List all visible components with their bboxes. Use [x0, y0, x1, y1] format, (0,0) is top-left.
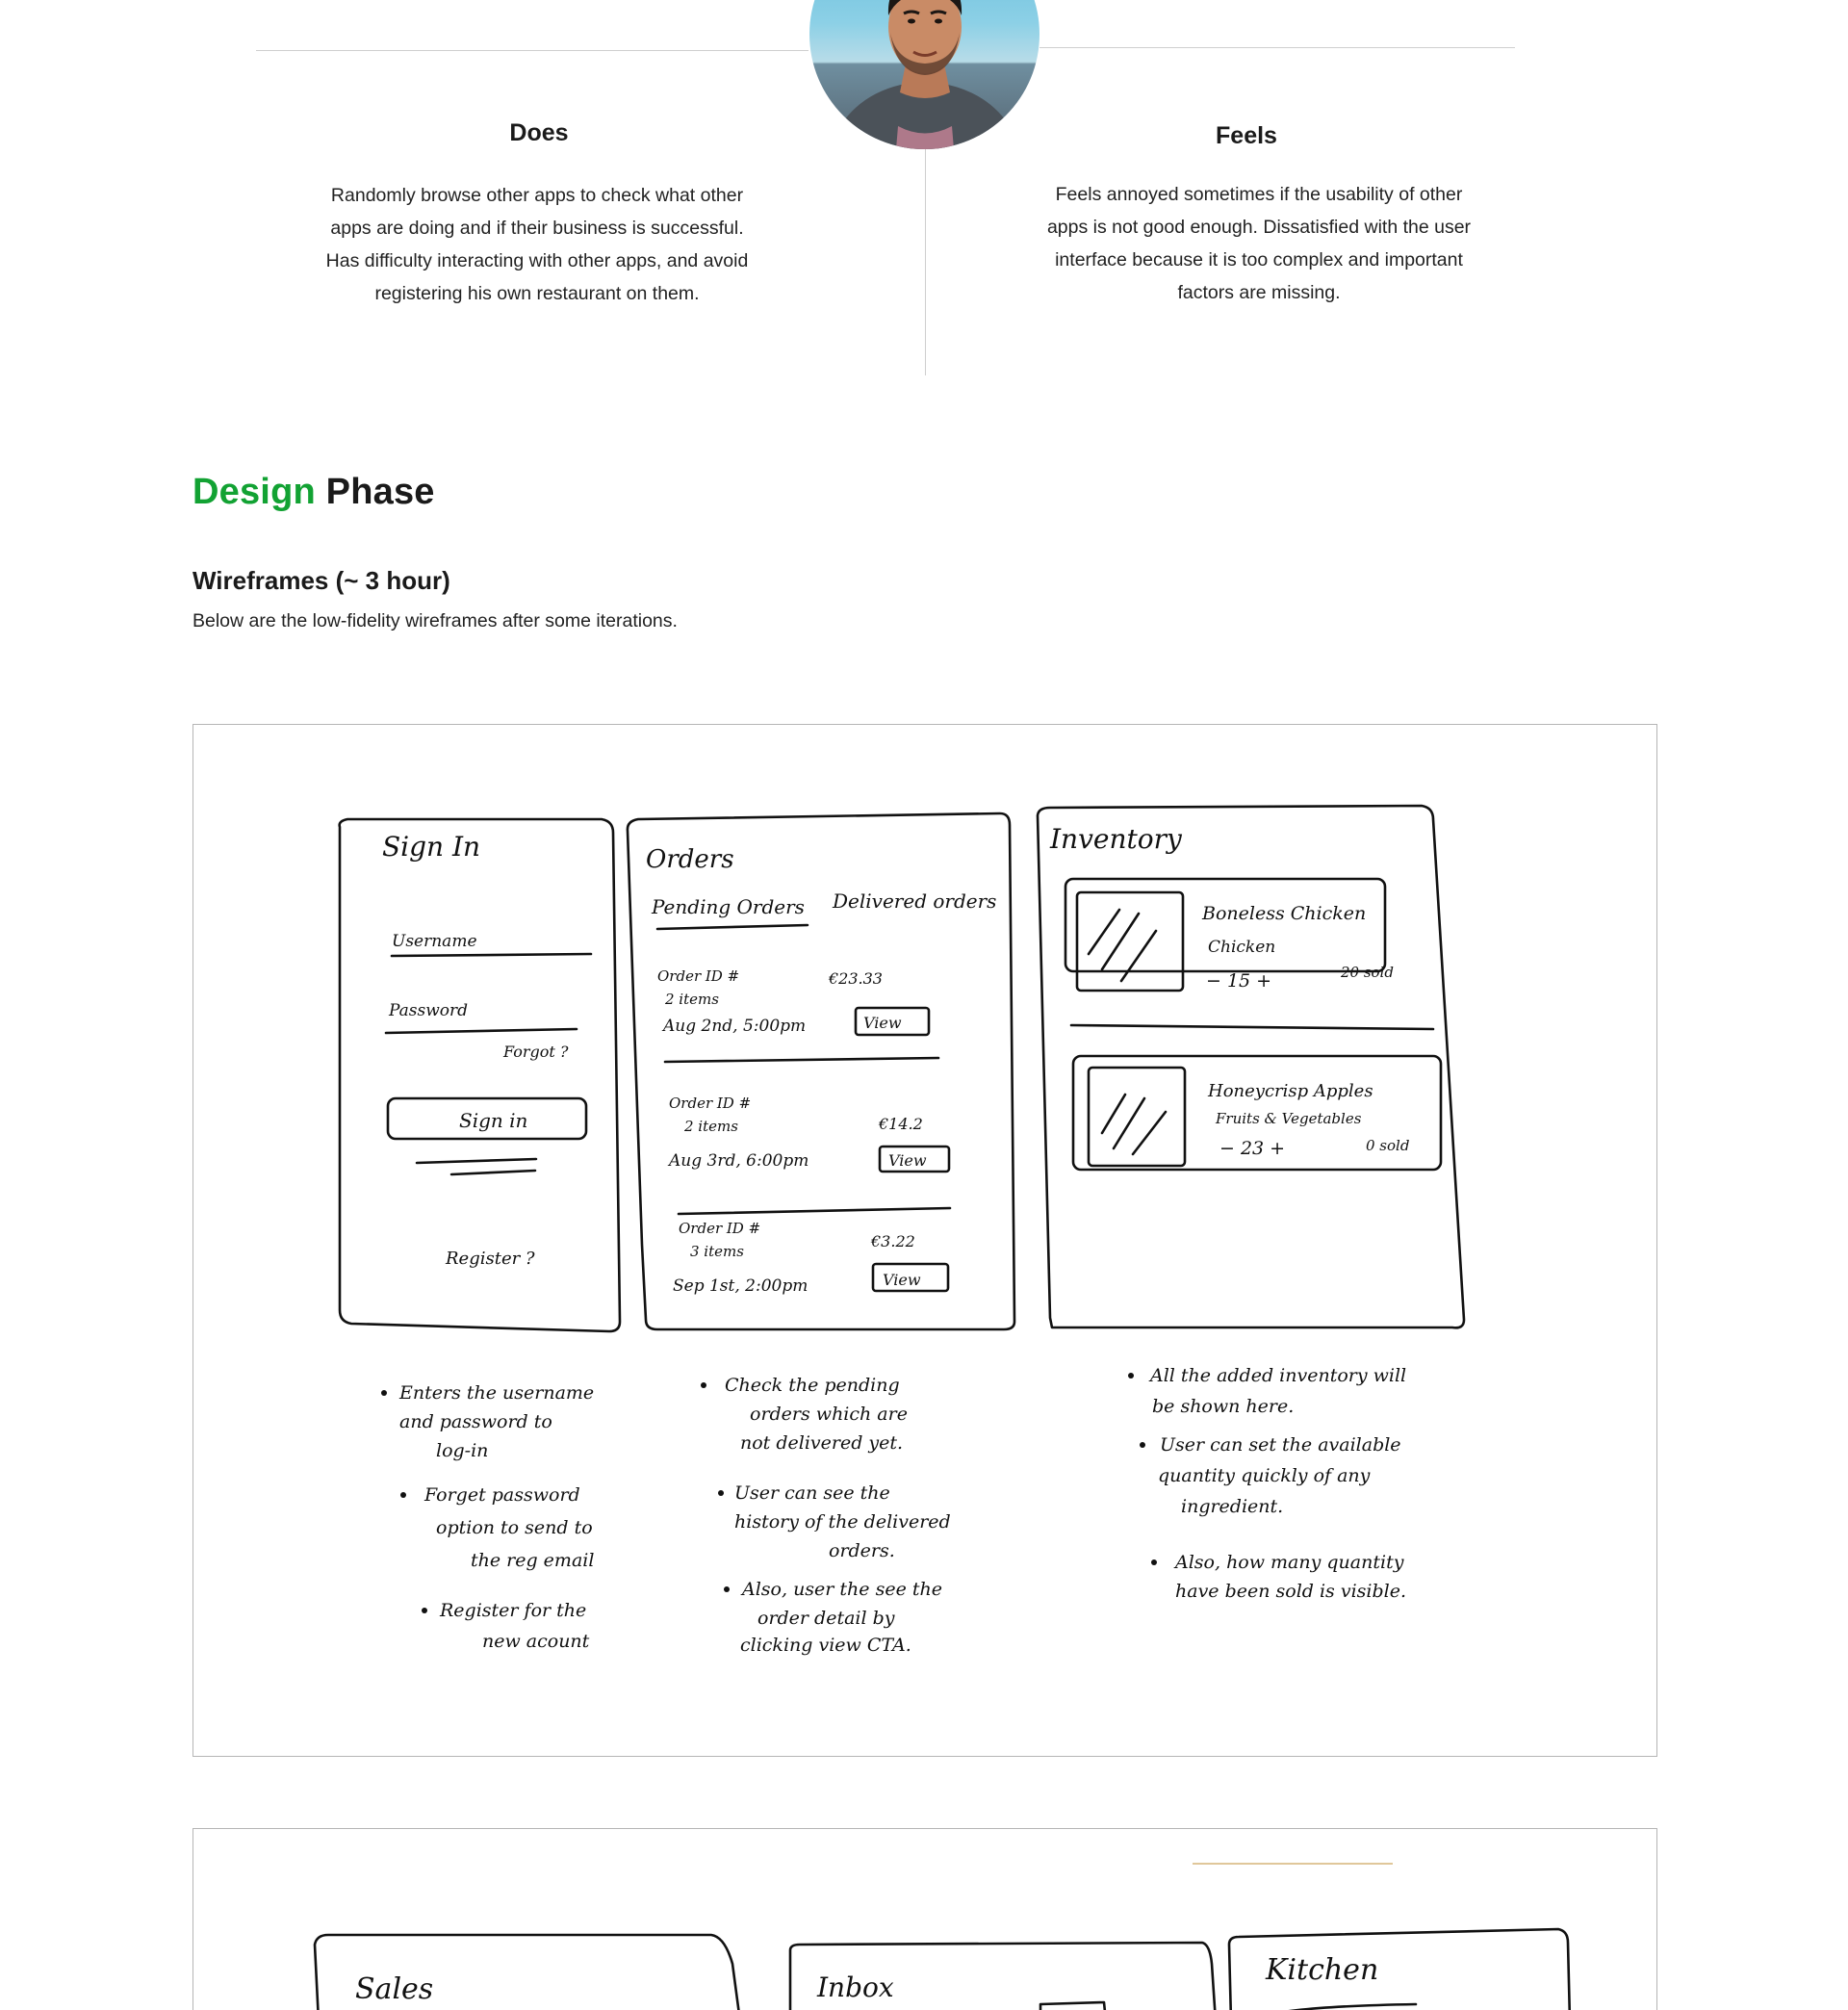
- feels-title: Feels: [1216, 122, 1277, 149]
- does-line: Has difficulty interacting with other apps, and avoid: [325, 250, 749, 271]
- signin-forgot-link: Forgot ?: [503, 1043, 569, 1061]
- order-id-2: Order ID #: [669, 1095, 752, 1112]
- note-bullet: [701, 1382, 706, 1388]
- inbox-title: Inbox: [817, 1971, 894, 2003]
- order-view-button-2: View: [888, 1151, 927, 1170]
- does-title: Does: [509, 119, 569, 146]
- orders-note-2-line-3: orders.: [829, 1540, 895, 1561]
- inventory-stepper-1: − 15 +: [1206, 970, 1272, 992]
- persona-avatar: [809, 0, 1040, 149]
- order-price-3: €3.22: [871, 1232, 915, 1250]
- inventory-note-2-line-2: quantity quickly of any: [1158, 1465, 1371, 1486]
- feels-line: factors are missing.: [1177, 282, 1341, 303]
- orders-title: Orders: [646, 845, 734, 874]
- inventory-note-2-line-3: ingredient.: [1181, 1496, 1284, 1517]
- persona-photo: [809, 0, 1040, 149]
- wireframe-image-1: [192, 724, 1657, 1757]
- inventory-sold-2: 0 sold: [1366, 1137, 1410, 1154]
- note-bullet: [1128, 1373, 1134, 1379]
- orders-note-3-line-1: Also, user the see the: [742, 1579, 942, 1600]
- does-line: registering his own restaurant on them.: [374, 283, 700, 304]
- signin-username-label: Username: [392, 932, 477, 951]
- order-view-button-3: View: [883, 1271, 921, 1289]
- orders-note-3-line-2: order detail by: [757, 1608, 895, 1629]
- inventory-item-category-2: Fruits & Vegetables: [1216, 1110, 1362, 1127]
- order-date-3: Sep 1st, 2:00pm: [673, 1276, 808, 1296]
- note-bullet: [724, 1586, 730, 1592]
- note-bullet: [1140, 1442, 1145, 1448]
- note-bullet: [381, 1390, 387, 1396]
- inventory-item-name-1: Boneless Chicken: [1202, 903, 1367, 924]
- wireframe-sketch-2: [193, 1829, 1657, 2010]
- order-price-1: €23.33: [829, 969, 883, 988]
- orders-note-2-line-2: history of the delivered: [734, 1511, 951, 1533]
- order-price-2: €14.2: [879, 1115, 923, 1133]
- orders-note-1-line-2: orders which are: [750, 1404, 908, 1425]
- section-title: [192, 472, 435, 513]
- divider-right: [1040, 47, 1515, 48]
- inventory-stepper-2: − 23 +: [1219, 1138, 1286, 1159]
- inventory-note-2-line-1: User can set the available: [1160, 1434, 1401, 1456]
- note-bullet: [1151, 1559, 1157, 1565]
- signin-note-2-line-1: Forget password: [424, 1484, 580, 1506]
- section-title-rest: Phase: [315, 472, 435, 512]
- wireframes-description: Below are the low-fidelity wireframes after some iterations.: [192, 610, 678, 631]
- does-text: [306, 179, 768, 310]
- column-divider: [925, 148, 926, 375]
- divider-left: [256, 50, 808, 51]
- order-date-2: Aug 3rd, 6:00pm: [669, 1151, 809, 1171]
- orders-note-1-line-3: not delivered yet.: [740, 1432, 904, 1454]
- signin-note-1-line-3: log-in: [436, 1440, 489, 1461]
- note-bullet: [400, 1492, 406, 1498]
- feels-line: apps is not good enough. Dissatisfied with the user: [1046, 217, 1472, 238]
- signin-note-2-line-3: the reg email: [471, 1550, 595, 1571]
- sales-title: Sales: [355, 1972, 434, 2006]
- inventory-title: Inventory: [1050, 823, 1182, 855]
- orders-tab-pending: Pending Orders: [652, 895, 805, 918]
- signin-title: Sign In: [382, 831, 481, 863]
- order-id-1: Order ID #: [657, 967, 740, 985]
- order-count-1: 2 items: [665, 991, 719, 1008]
- orders-tab-delivered: Delivered orders: [833, 889, 997, 913]
- wireframes-title: Wireframes (~ 3 hour): [192, 566, 450, 595]
- order-count-2: 2 items: [684, 1118, 738, 1135]
- order-count-3: 3 items: [690, 1243, 744, 1260]
- does-line: Randomly browse other apps to check what other: [330, 185, 744, 206]
- order-date-1: Aug 2nd, 5:00pm: [663, 1017, 807, 1036]
- feels-line: interface because it is too complex and important: [1055, 249, 1463, 271]
- wireframe-sketch-1: [193, 725, 1657, 1757]
- signin-note-1-line-1: Enters the username: [399, 1382, 595, 1404]
- feels-line: Feels annoyed sometimes if the usability of other: [1055, 184, 1463, 205]
- signin-button-label: Sign in: [459, 1109, 528, 1132]
- signin-note-2-line-2: option to send to: [436, 1517, 593, 1538]
- section-title-accent: Design: [192, 472, 316, 512]
- order-id-3: Order ID #: [679, 1220, 761, 1237]
- inventory-note-1-line-2: be shown here.: [1152, 1396, 1295, 1417]
- orders-note-1-line-1: Check the pending: [725, 1375, 900, 1396]
- orders-note-2-line-1: User can see the: [734, 1482, 890, 1504]
- inventory-note-1-line-1: All the added inventory will: [1150, 1365, 1407, 1386]
- order-view-button-1: View: [863, 1014, 902, 1032]
- wireframe-image-2: [192, 1828, 1657, 2010]
- inventory-note-3-line-1: Also, how many quantity: [1175, 1552, 1404, 1573]
- inventory-sold-1: 20 sold: [1341, 964, 1394, 981]
- signin-register-link: Register ?: [446, 1249, 535, 1269]
- does-line: apps are doing and if their business is successful.: [330, 218, 744, 239]
- inventory-item-category-1: Chicken: [1208, 938, 1276, 957]
- signin-note-3-line-1: Register for the: [440, 1600, 587, 1621]
- inventory-note-3-line-2: have been sold is visible.: [1175, 1581, 1407, 1602]
- feels-text: [1028, 178, 1490, 309]
- inventory-item-name-2: Honeycrisp Apples: [1208, 1081, 1373, 1101]
- signin-password-label: Password: [389, 1001, 469, 1020]
- note-bullet: [422, 1608, 427, 1613]
- signin-note-1-line-2: and password to: [399, 1411, 552, 1432]
- signin-note-3-line-2: new acount: [482, 1631, 590, 1652]
- note-bullet: [718, 1490, 724, 1496]
- orders-note-3-line-3: clicking view CTA.: [740, 1635, 911, 1656]
- kitchen-title: Kitchen: [1266, 1953, 1379, 1987]
